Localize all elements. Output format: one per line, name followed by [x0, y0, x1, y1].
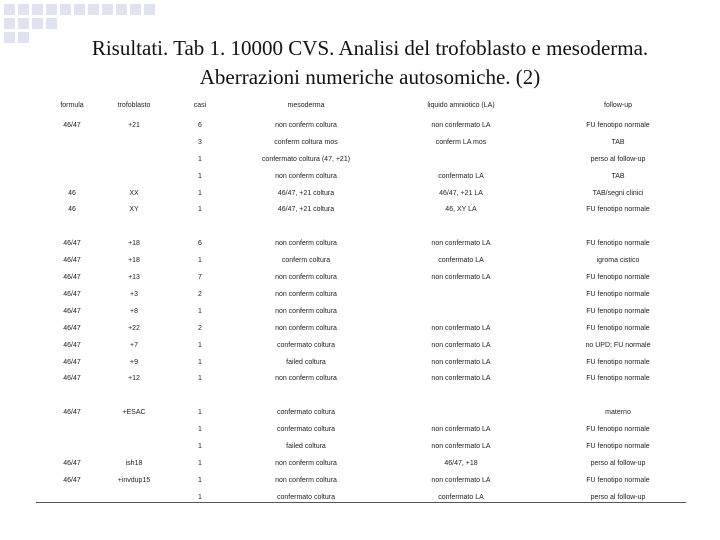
table-row	[34, 237, 692, 254]
header-formula: formula	[60, 102, 84, 109]
cell-casi: 1	[198, 257, 202, 265]
cell-casi: 1	[198, 375, 202, 383]
cell-follow-up: FU fenotipo normale	[586, 307, 650, 315]
cell-casi: 6	[198, 122, 202, 129]
header-casi: casi	[193, 102, 207, 109]
decorative-square	[74, 4, 85, 15]
table-row	[34, 271, 692, 288]
cell-liquido-amniotico: confermato LA	[438, 493, 484, 501]
cell-mesoderma: non conferm coltura	[275, 375, 337, 383]
cell-formula: 46/47	[63, 324, 81, 332]
cell-follow-up: FU fenotipo normale	[586, 358, 650, 366]
cell-casi: 1	[198, 443, 202, 451]
cell-mesoderma: non conferm coltura	[275, 122, 337, 129]
decorative-square	[88, 4, 99, 15]
cell-formula: 46/47	[63, 307, 81, 315]
cell-casi: 7	[198, 274, 202, 282]
cell-trofoblasto: ish18	[125, 460, 143, 468]
cell-follow-up: FU fenotipo normale	[586, 476, 650, 484]
cell-liquido-amniotico: non confermato LA	[431, 443, 491, 451]
cell-mesoderma: non conferm coltura	[275, 476, 337, 484]
cell-casi: 1	[198, 307, 202, 315]
cell-formula: 46/47	[63, 375, 81, 383]
cell-mesoderma: non conferm coltura	[275, 274, 337, 282]
decorative-square	[32, 4, 43, 15]
table-row	[34, 203, 692, 220]
cell-casi: 3	[198, 138, 202, 146]
cell-mesoderma: non conferm coltura	[275, 324, 337, 332]
cell-trofoblasto: +13	[128, 274, 140, 282]
table-header	[34, 99, 692, 119]
row-spacer	[34, 389, 692, 406]
cell-follow-up: no UPD; FU normale	[585, 341, 651, 349]
cell-liquido-amniotico: 46/47, +18	[444, 460, 478, 468]
cell-follow-up: FU fenotipo normale	[586, 206, 650, 214]
table-row	[34, 356, 692, 373]
cell-trofoblasto: XX	[129, 189, 139, 197]
cell-trofoblasto: +ESAC	[122, 409, 146, 417]
cell-liquido-amniotico: 46, XY LA	[445, 206, 477, 214]
cell-liquido-amniotico: non confermato LA	[431, 476, 491, 484]
cell-casi: 2	[198, 291, 202, 299]
table-row	[34, 322, 692, 339]
cell-follow-up: FU fenotipo normale	[586, 324, 650, 332]
table-row	[34, 305, 692, 322]
table-row	[34, 491, 692, 508]
cell-mesoderma: non conferm coltura	[275, 307, 337, 315]
cell-mesoderma: non conferm coltura	[275, 460, 337, 468]
decorative-square	[4, 4, 15, 15]
cell-formula: 46/47	[63, 240, 81, 248]
cell-liquido-amniotico: non confermato LA	[431, 122, 491, 129]
cell-follow-up: perso al follow-up	[590, 493, 646, 501]
cell-mesoderma: confermato coltura	[277, 493, 335, 501]
cell-trofoblasto: +7	[130, 341, 138, 349]
cell-casi: 1	[198, 155, 202, 163]
table-bottom-rule	[36, 502, 686, 503]
cell-trofoblasto: +invdup15	[117, 476, 151, 484]
row-spacer	[34, 220, 692, 237]
cell-follow-up: igroma cistico	[596, 257, 640, 265]
cell-formula: 46/47	[63, 257, 81, 265]
cell-mesoderma: confermato coltura (47, +21)	[261, 155, 351, 163]
cell-mesoderma: confermato coltura	[277, 409, 335, 417]
table-row	[34, 153, 692, 170]
cell-follow-up: FU fenotipo normale	[586, 122, 650, 129]
cell-mesoderma: 46/47, +21 coltura	[277, 189, 335, 197]
table-row	[34, 254, 692, 271]
cell-casi: 1	[198, 493, 202, 501]
decorative-square	[102, 4, 113, 15]
cell-formula: 46/47	[63, 122, 81, 129]
cell-liquido-amniotico: non confermato LA	[431, 274, 491, 282]
cell-mesoderma: conferm coltura	[281, 257, 331, 265]
cell-trofoblasto: +3	[130, 291, 138, 299]
table-row	[34, 187, 692, 204]
title-line-1: Risultati. Tab 1. 10000 CVS. Analisi del trofoblasto e mesoderma.	[91, 36, 649, 60]
cell-liquido-amniotico: conferm LA mos	[435, 138, 487, 146]
table-row	[34, 136, 692, 153]
cell-follow-up: FU fenotipo normale	[586, 375, 650, 383]
table-row	[34, 288, 692, 305]
cell-liquido-amniotico: non confermato LA	[431, 324, 491, 332]
cell-formula: 46/47	[63, 409, 81, 417]
cell-casi: 1	[198, 206, 202, 214]
cell-trofoblasto: +22	[128, 324, 140, 332]
cell-mesoderma: failed coltura	[286, 443, 326, 451]
results-table	[34, 99, 692, 508]
cell-liquido-amniotico: non confermato LA	[431, 426, 491, 434]
cell-mesoderma: confermato coltura	[277, 341, 335, 349]
cell-mesoderma: failed coltura	[286, 358, 326, 366]
header-trofoblasto: trofoblasto	[117, 102, 151, 109]
cell-follow-up: FU fenotipo normale	[586, 240, 650, 248]
cell-mesoderma: confermato coltura	[277, 426, 335, 434]
table-row	[34, 474, 692, 491]
cell-liquido-amniotico: 46/47, +21 LA	[439, 189, 483, 197]
cell-mesoderma: conferm coltura mos	[274, 138, 338, 146]
decorative-square	[144, 4, 155, 15]
cell-trofoblasto: +18	[128, 257, 140, 265]
decorative-square	[18, 18, 29, 29]
cell-follow-up: TAB/segni clinici	[592, 189, 644, 197]
table-row	[34, 339, 692, 356]
cell-casi: 1	[198, 476, 202, 484]
cell-mesoderma: non conferm coltura	[275, 291, 337, 299]
cell-follow-up: materno	[605, 409, 631, 417]
cell-liquido-amniotico: confermato LA	[438, 257, 484, 265]
cell-formula: 46/47	[63, 358, 81, 366]
header-mesoderma: mesoderma	[287, 102, 325, 109]
cell-casi: 1	[198, 426, 202, 434]
decorative-square	[4, 18, 15, 29]
cell-mesoderma: non conferm coltura	[275, 172, 337, 180]
cell-trofoblasto: +21	[128, 122, 140, 129]
table-row	[34, 372, 692, 389]
table-row	[34, 457, 692, 474]
cell-follow-up: perso al follow-up	[590, 460, 646, 468]
cell-mesoderma: non conferm coltura	[275, 240, 337, 248]
cell-liquido-amniotico: non confermato LA	[431, 358, 491, 366]
cell-casi: 1	[198, 358, 202, 366]
table-row	[34, 440, 692, 457]
decorative-square	[130, 4, 141, 15]
cell-follow-up: perso al follow-up	[590, 155, 646, 163]
cell-formula: 46/47	[63, 341, 81, 349]
cell-follow-up: TAB	[611, 172, 625, 180]
cell-follow-up: FU fenotipo normale	[586, 426, 650, 434]
decorative-square	[18, 4, 29, 15]
cell-formula: 46	[68, 189, 76, 197]
cell-casi: 1	[198, 341, 202, 349]
cell-formula: 46	[68, 206, 76, 214]
cell-liquido-amniotico: non confermato LA	[431, 240, 491, 248]
decorative-square	[116, 4, 127, 15]
cell-trofoblasto: +8	[130, 307, 138, 315]
cell-trofoblasto: +12	[128, 375, 140, 383]
cell-casi: 1	[198, 409, 202, 417]
header-liquido-amniotico: liquido amniotico (LA)	[427, 102, 495, 109]
title-line-2: Aberrazioni numeriche autosomiche. (2)	[199, 65, 541, 89]
cell-formula: 46/47	[63, 291, 81, 299]
decorative-square	[46, 18, 57, 29]
cell-casi: 2	[198, 324, 202, 332]
cell-casi: 1	[198, 460, 202, 468]
cell-casi: 6	[198, 240, 202, 248]
cell-trofoblasto: +9	[130, 358, 138, 366]
cell-follow-up: FU fenotipo normale	[586, 274, 650, 282]
cell-formula: 46/47	[63, 274, 81, 282]
cell-trofoblasto: XY	[129, 206, 139, 214]
cell-follow-up: FU fenotipo normale	[586, 443, 650, 451]
cell-follow-up: FU fenotipo normale	[586, 291, 650, 299]
table-row	[34, 119, 692, 136]
header-follow-up: follow-up	[603, 102, 632, 109]
cell-formula: 46/47	[63, 460, 81, 468]
cell-liquido-amniotico: non confermato LA	[431, 341, 491, 349]
cell-formula: 46/47	[63, 476, 81, 484]
table-row	[34, 170, 692, 187]
cell-liquido-amniotico: non confermato LA	[431, 375, 491, 383]
cell-liquido-amniotico: confermato LA	[438, 172, 484, 180]
decorative-square	[32, 18, 43, 29]
decorative-square	[60, 4, 71, 15]
table-row	[34, 406, 692, 423]
decorative-square	[46, 4, 57, 15]
cell-follow-up: TAB	[611, 138, 625, 146]
cell-casi: 1	[198, 189, 202, 197]
table-row	[34, 423, 692, 440]
cell-trofoblasto: +18	[128, 240, 140, 248]
slide-title	[0, 34, 720, 92]
cell-casi: 1	[198, 172, 202, 180]
cell-mesoderma: 46/47, +21 coltura	[277, 206, 335, 214]
